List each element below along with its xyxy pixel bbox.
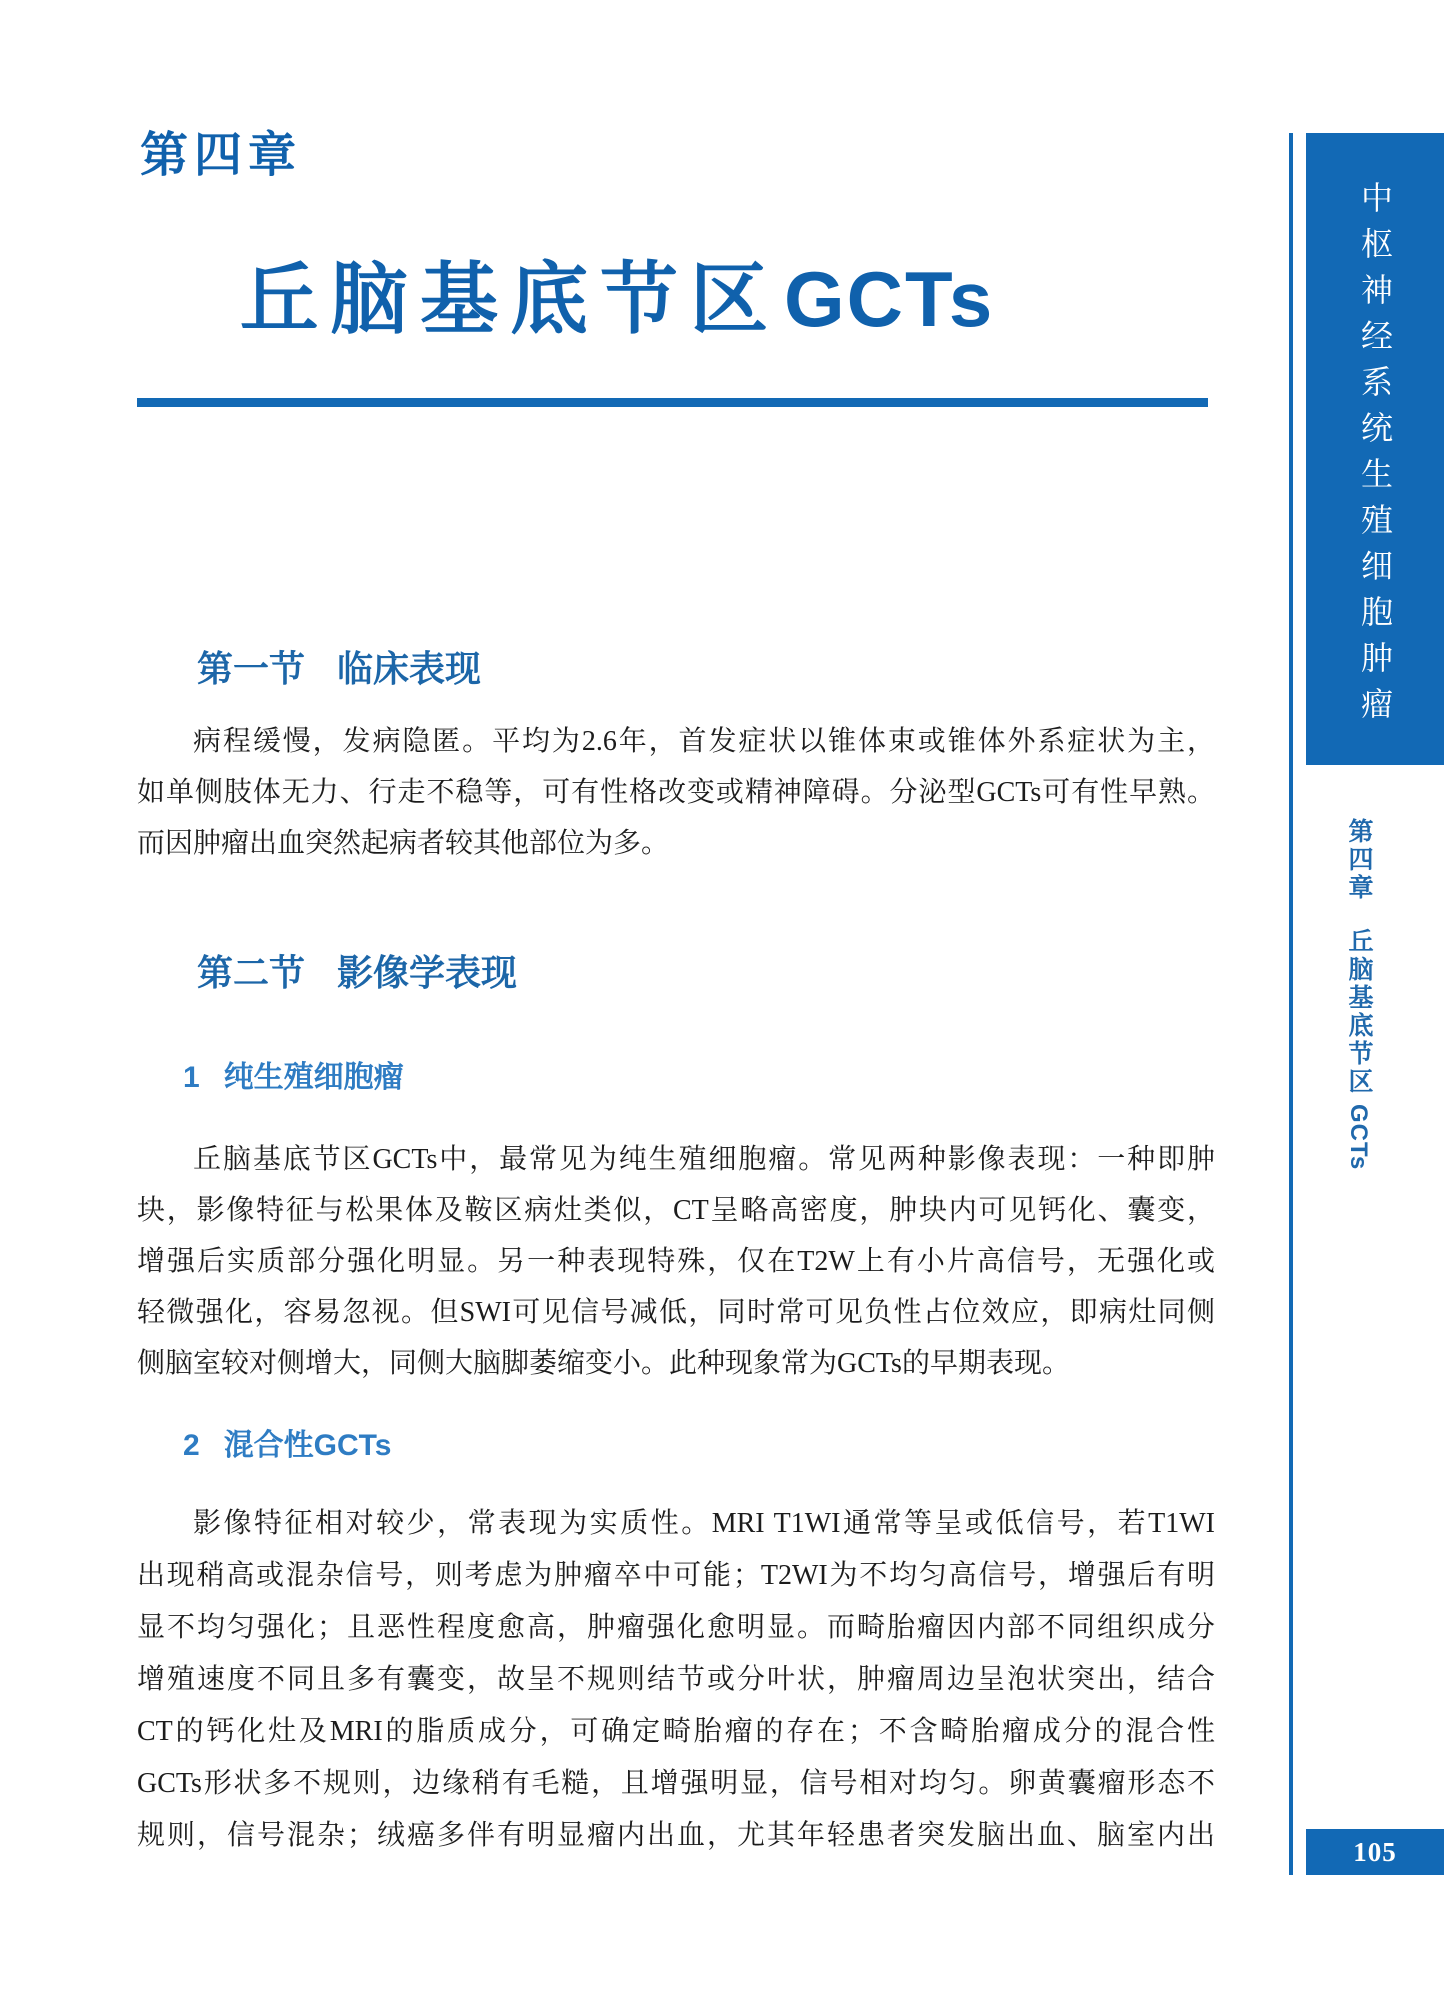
chapter-number-label: 第四章 <box>140 129 303 182</box>
sidebar-chapter-title-cjk: 丘脑基底节区 <box>1345 928 1372 1096</box>
sidebar-chapter-label: 第四章 <box>1345 818 1372 902</box>
sidebar-book-title-box <box>1306 133 1444 765</box>
body-line: GCTs形状多不规则，边缘稍有毛糙，且增强明显，信号相对均匀。卵黄囊瘤形态不 <box>137 1768 1215 1799</box>
sidebar-chapter-title-latin: GCTs <box>1345 1104 1372 1171</box>
body-line: 丘脑基底节区GCTs中，最常见为纯生殖细胞瘤。常见两种影像表现：一种即肿 <box>193 1144 1215 1175</box>
page-number: 105 <box>1353 1837 1397 1867</box>
section-2-title: 影像学表现 <box>337 953 518 993</box>
subsection-2-paragraph <box>137 1498 1215 1862</box>
body-line: 增殖速度不同且多有囊变，故呈不规则结节或分叶状，肿瘤周边呈泡状突出，结合 <box>137 1664 1215 1695</box>
section-1-heading <box>197 648 481 690</box>
body-line: 如单侧肢体无力、行走不稳等，可有性格改变或精神障碍。分泌型GCTs可有性早熟。 <box>137 777 1215 808</box>
chapter-title-latin: GCTs <box>784 255 995 343</box>
section-2-heading <box>197 952 517 994</box>
title-divider-rule <box>137 398 1208 407</box>
chapter-title-cjk: 丘脑基底节区 <box>240 255 781 343</box>
body-line: 病程缓慢，发病隐匿。平均为2.6年，首发症状以锥体束或锥体外系症状为主， <box>193 726 1215 757</box>
section-1-title: 临床表现 <box>337 649 482 689</box>
body-line: 影像特征相对较少，常表现为实质性。MRI T1WI通常等呈或低信号，若T1WI <box>193 1508 1215 1539</box>
subsection-1-paragraph <box>137 1134 1215 1389</box>
subsection-1-heading <box>183 1060 404 1096</box>
sidebar-vertical-rule <box>1289 133 1293 1875</box>
body-line: 而因肿瘤出血突然起病者较其他部位为多。 <box>137 828 670 859</box>
body-line: 出现稍高或混杂信号，则考虑为肿瘤卒中可能；T2WI为不均匀高信号，增强后有明 <box>137 1560 1215 1591</box>
subsection-2-heading <box>183 1428 391 1464</box>
subsection-1-title: 纯生殖细胞瘤 <box>223 1061 404 1094</box>
sidebar-chapter-tab <box>1346 818 1371 1170</box>
body-line: 增强后实质部分强化明显。另一种表现特殊，仅在T2W上有小片高信号，无强化或 <box>137 1246 1215 1277</box>
body-line: 侧脑室较对侧增大，同侧大脑脚萎缩变小。此种现象常为GCTs的早期表现。 <box>137 1348 1070 1379</box>
section-1-paragraph <box>137 716 1215 869</box>
body-line: 块，影像特征与松果体及鞍区病灶类似，CT呈略高密度，肿块内可见钙化、囊变， <box>137 1195 1215 1226</box>
subsection-2-number: 2 <box>183 1429 200 1462</box>
page-number-box <box>1306 1829 1444 1875</box>
sidebar-book-title: 中枢神经系统生殖细胞肿瘤 <box>1357 181 1393 733</box>
body-line: 规则，信号混杂；绒癌多伴有明显瘤内出血，尤其年轻患者突发脑出血、脑室内出 <box>137 1820 1215 1851</box>
subsection-2-title: 混合性GCTs <box>223 1429 392 1462</box>
section-1-label: 第一节 <box>197 649 306 689</box>
body-line: 显不均匀强化；且恶性程度愈高，肿瘤强化愈明显。而畸胎瘤因内部不同组织成分 <box>137 1612 1215 1643</box>
body-line: CT的钙化灶及MRI的脂质成分，可确定畸胎瘤的存在；不含畸胎瘤成分的混合性 <box>137 1716 1215 1747</box>
chapter-title <box>240 255 995 343</box>
section-2-label: 第二节 <box>197 953 306 993</box>
subsection-1-number: 1 <box>183 1061 200 1094</box>
body-line: 轻微强化，容易忽视。但SWI可见信号减低，同时常可见负性占位效应，即病灶同侧 <box>137 1297 1215 1328</box>
